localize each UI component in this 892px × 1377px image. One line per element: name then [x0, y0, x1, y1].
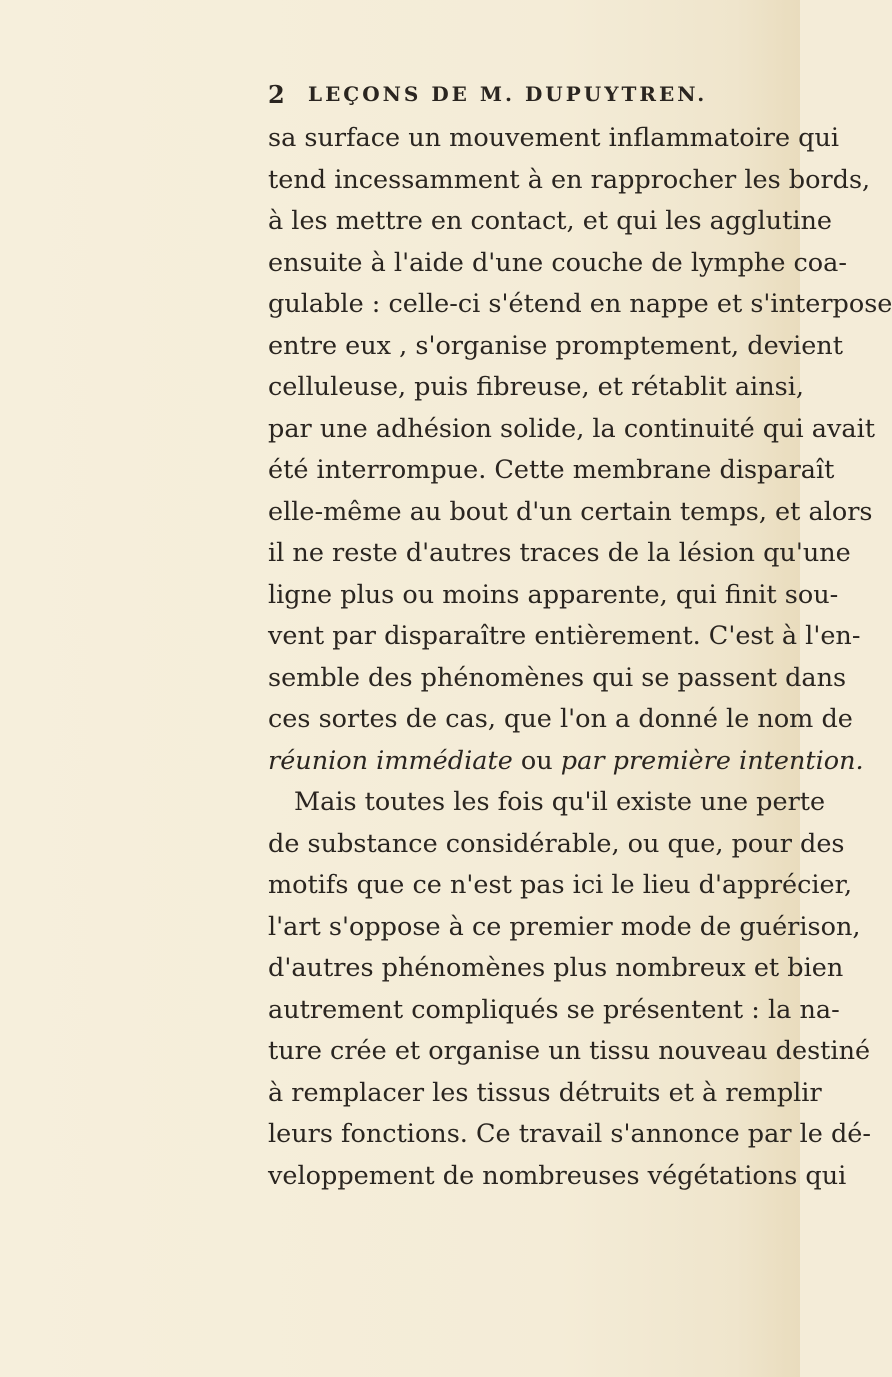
text-line: elle-même au bout d'un certain temps, et alors: [268, 496, 873, 527]
text-line: ligne plus ou moins apparente, qui finit sou-: [268, 579, 839, 610]
paragraph-2: [268, 782, 871, 1197]
text-line: été interrompue. Cette membrane disparaît: [268, 455, 835, 485]
text-line: ensuite à l'aide d'une couche de lymphe coa-: [268, 247, 847, 278]
text-line: sa surface un mouvement inflammatoire qui: [268, 123, 840, 153]
italic-term: par première intention.: [560, 745, 864, 776]
page-number: 2: [268, 80, 286, 109]
text-line: vent par disparaître entièrement. C'est à l'en-: [268, 621, 861, 651]
text-line: Mais toutes les fois qu'il existe une perte: [294, 787, 826, 817]
text-line: leurs fonctions. Ce travail s'annonce par le dé-: [268, 1119, 871, 1149]
text-line: autrement compliqués se présentent : la na-: [268, 994, 840, 1025]
text-line: celluleuse, puis fibreuse, et rétablit ainsi,: [268, 372, 804, 402]
text-line: à remplacer les tissus détruits et à remplir: [268, 1077, 822, 1108]
text-line: gulable : celle-ci s'étend en nappe et s'interpose: [268, 289, 892, 319]
text-line: de substance considérable, ou que, pour des: [268, 828, 845, 859]
body-text: [268, 118, 892, 1197]
text-line: à les mettre en contact, et qui les agglutine: [268, 206, 833, 236]
text-line: ces sortes de cas, que l'on a donné le nom de: [268, 704, 853, 734]
text-line: d'autres phénomènes plus nombreux et bien: [268, 953, 844, 983]
text-line: tend incessamment à en rapprocher les bords,: [268, 164, 871, 195]
text-line: l'art s'oppose à ce premier mode de guérison,: [268, 911, 861, 942]
text-line: il ne reste d'autres traces de la lésion qu'une: [268, 538, 851, 568]
italic-term: réunion immédiate: [268, 745, 513, 776]
text-line: veloppement de nombreuses végétations qui: [268, 1160, 847, 1191]
text-line: par une adhésion solide, la continuité qui avait: [268, 413, 875, 444]
text-line-final: [268, 741, 864, 783]
text-line: motifs que ce n'est pas ici le lieu d'apprécier,: [268, 870, 853, 900]
page-header: [268, 80, 788, 110]
running-title: LEÇONS DE M. DUPUYTREN.: [308, 82, 708, 106]
connector-text: ou: [512, 745, 561, 776]
paragraph-1: [268, 118, 892, 782]
text-line: semble des phénomènes qui se passent dans: [268, 662, 847, 693]
text-line: entre eux , s'organise promptement, devient: [268, 330, 843, 361]
text-line: ture crée et organise un tissu nouveau destiné: [268, 1036, 871, 1066]
